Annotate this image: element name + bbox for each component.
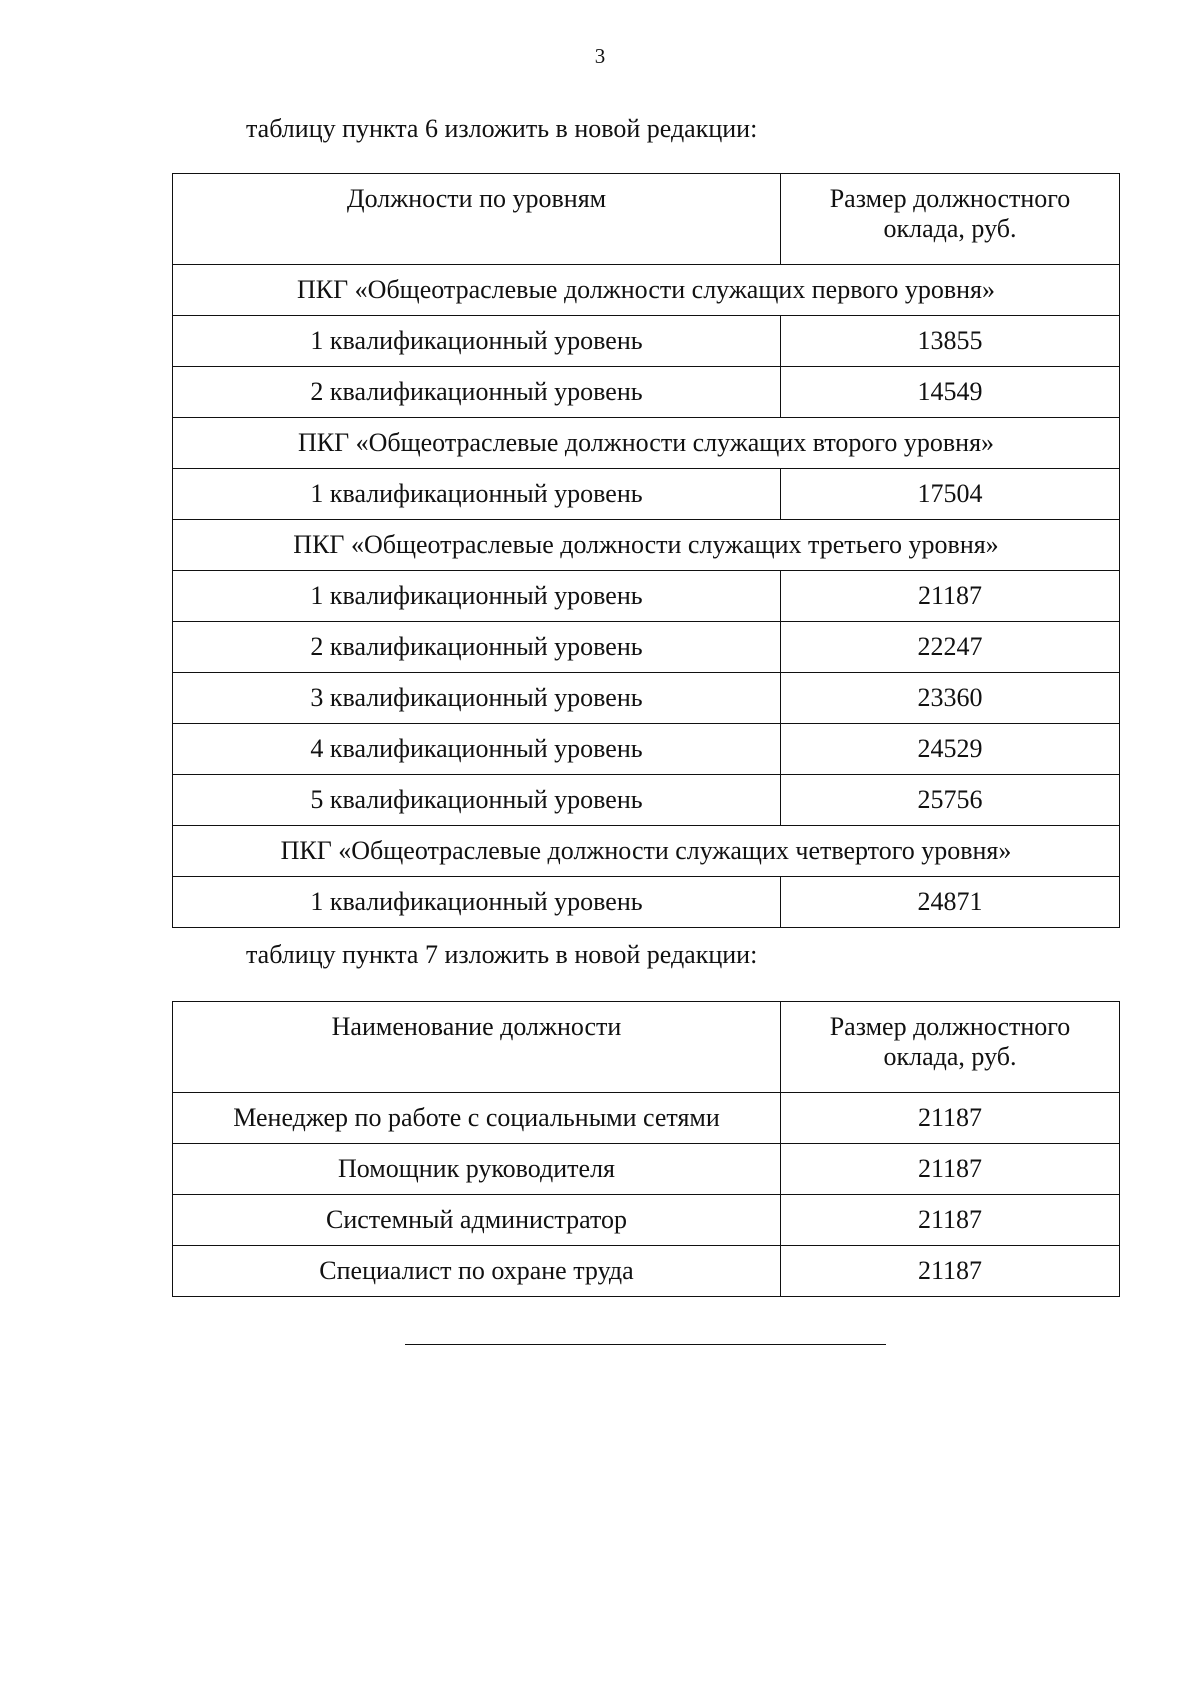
table-row	[173, 877, 1120, 928]
table-row	[173, 673, 1120, 724]
salary-cell: 25756	[781, 775, 1120, 826]
position-cell: 1 квалификационный уровень	[173, 877, 781, 928]
column-header-salary-line1: Размер должностного	[829, 1012, 1071, 1041]
page-number: 3	[594, 44, 606, 68]
salary-cell: 21187	[781, 571, 1120, 622]
position-cell: 3 квалификационный уровень	[173, 673, 781, 724]
salary-cell: 24529	[781, 724, 1120, 775]
position-cell: Менеджер по работе с социальными сетями	[173, 1093, 781, 1144]
table-row	[173, 724, 1120, 775]
salary-cell: 13855	[781, 316, 1120, 367]
column-header-salary	[781, 174, 1120, 265]
position-cell: 2 квалификационный уровень	[173, 367, 781, 418]
table-row	[173, 469, 1120, 520]
position-cell: 1 квалификационный уровень	[173, 316, 781, 367]
position-cell: 2 квалификационный уровень	[173, 622, 781, 673]
group-title: ПКГ «Общеотраслевые должности служащих третьего уровня»	[173, 520, 1120, 571]
section-1-intro: таблицу пункта 6 изложить в новой редакции:	[246, 114, 758, 143]
salary-cell: 17504	[781, 469, 1120, 520]
table-body	[173, 174, 1120, 928]
group-row	[173, 265, 1120, 316]
column-header-salary-line2: оклада, руб.	[883, 214, 1017, 243]
position-cell: 5 квалификационный уровень	[173, 775, 781, 826]
position-cell: Помощник руководителя	[173, 1144, 781, 1195]
table-row	[173, 1246, 1120, 1297]
salary-cell: 22247	[781, 622, 1120, 673]
table-row	[173, 316, 1120, 367]
table-row	[173, 1093, 1120, 1144]
group-title: ПКГ «Общеотраслевые должности служащих первого уровня»	[173, 265, 1120, 316]
column-header-positions: Должности по уровням	[173, 174, 781, 265]
position-cell: 4 квалификационный уровень	[173, 724, 781, 775]
salary-cell: 21187	[781, 1246, 1120, 1297]
group-row	[173, 520, 1120, 571]
salary-table-positions	[172, 1001, 1120, 1297]
salary-cell: 21187	[781, 1093, 1120, 1144]
group-row	[173, 418, 1120, 469]
salary-cell: 23360	[781, 673, 1120, 724]
table-row	[173, 1144, 1120, 1195]
group-row	[173, 826, 1120, 877]
table-header-row	[173, 174, 1120, 265]
position-cell: 1 квалификационный уровень	[173, 571, 781, 622]
column-header-salary-line1: Размер должностного	[829, 184, 1071, 213]
table-header-row	[173, 1002, 1120, 1093]
group-title: ПКГ «Общеотраслевые должности служащих четвертого уровня»	[173, 826, 1120, 877]
salary-table-levels	[172, 173, 1120, 928]
salary-cell: 24871	[781, 877, 1120, 928]
position-cell: Системный администратор	[173, 1195, 781, 1246]
table-row	[173, 775, 1120, 826]
position-cell: 1 квалификационный уровень	[173, 469, 781, 520]
table-row	[173, 571, 1120, 622]
table-row	[173, 622, 1120, 673]
column-header-salary-line2: оклада, руб.	[883, 1042, 1017, 1071]
table-row	[173, 1195, 1120, 1246]
position-cell: Специалист по охране труда	[173, 1246, 781, 1297]
table-body	[173, 1002, 1120, 1297]
salary-cell: 21187	[781, 1144, 1120, 1195]
column-header-salary	[781, 1002, 1120, 1093]
group-title: ПКГ «Общеотраслевые должности служащих второго уровня»	[173, 418, 1120, 469]
column-header-position-name: Наименование должности	[173, 1002, 781, 1093]
salary-cell: 21187	[781, 1195, 1120, 1246]
section-2-intro: таблицу пункта 7 изложить в новой редакции:	[246, 940, 758, 969]
salary-cell: 14549	[781, 367, 1120, 418]
table-row	[173, 367, 1120, 418]
closing-rule	[405, 1344, 886, 1345]
